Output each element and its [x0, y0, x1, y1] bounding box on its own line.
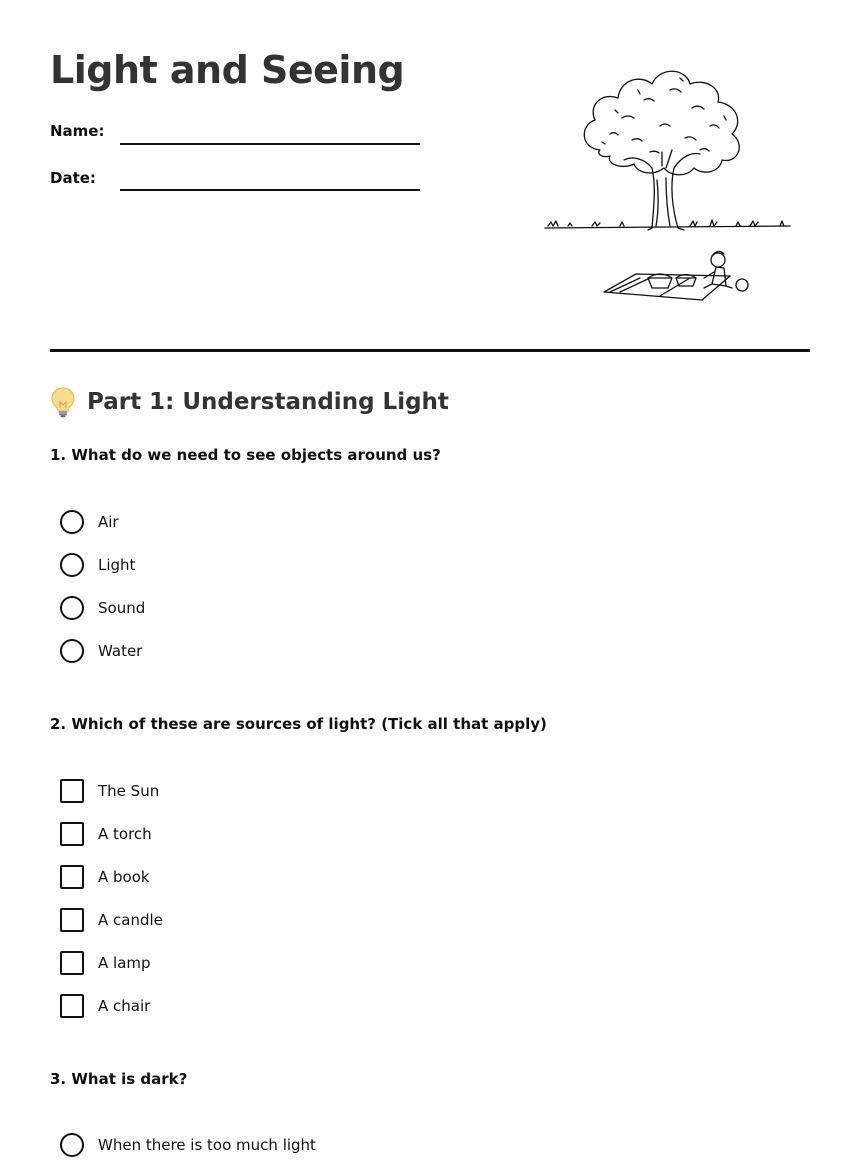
q3-option-too-much-light[interactable]	[60, 1133, 316, 1157]
checkbox[interactable]	[60, 951, 84, 975]
option-label: Air	[98, 513, 119, 531]
q1-option-light[interactable]	[60, 553, 135, 577]
name-label: Name:	[50, 122, 105, 140]
option-label: A book	[98, 868, 150, 886]
q2-option-torch[interactable]	[60, 822, 152, 846]
option-label: Light	[98, 556, 136, 574]
checkbox[interactable]	[60, 908, 84, 932]
option-label: A candle	[98, 911, 163, 929]
checkbox[interactable]	[60, 822, 84, 846]
q1-option-air[interactable]	[60, 510, 119, 534]
radio-button[interactable]	[60, 510, 84, 534]
q2-option-candle[interactable]	[60, 908, 163, 932]
radio-button[interactable]	[60, 596, 84, 620]
checkbox[interactable]	[60, 865, 84, 889]
tree-picnic-illustration	[540, 60, 810, 310]
name-field[interactable]	[120, 143, 420, 145]
q2-option-lamp[interactable]	[60, 951, 151, 975]
lightbulb-icon	[50, 386, 76, 418]
section-header	[50, 386, 449, 418]
option-label: Sound	[98, 599, 146, 617]
radio-button[interactable]	[60, 1133, 84, 1157]
section-title: Part 1: Understanding Light	[87, 389, 449, 415]
q2-option-book[interactable]	[60, 865, 150, 889]
option-label: A torch	[98, 825, 152, 843]
question-3-text: 3. What is dark?	[50, 1070, 188, 1088]
radio-button[interactable]	[60, 639, 84, 663]
q1-option-sound[interactable]	[60, 596, 145, 620]
section-divider	[50, 349, 810, 352]
option-label: Water	[98, 642, 143, 660]
checkbox[interactable]	[60, 994, 84, 1018]
question-2-text: 2. Which of these are sources of light? (Tick all that apply)	[50, 715, 547, 733]
question-1-text: 1. What do we need to see objects around us?	[50, 446, 441, 464]
option-label: When there is too much light	[98, 1136, 316, 1154]
page-title: Light and Seeing	[50, 48, 405, 92]
q1-option-water[interactable]	[60, 639, 142, 663]
option-label: A chair	[98, 997, 151, 1015]
checkbox[interactable]	[60, 779, 84, 803]
option-label: A lamp	[98, 954, 151, 972]
q2-option-sun[interactable]	[60, 779, 159, 803]
option-label: The Sun	[98, 782, 160, 800]
radio-button[interactable]	[60, 553, 84, 577]
date-label: Date:	[50, 169, 96, 187]
q2-option-chair[interactable]	[60, 994, 150, 1018]
date-field[interactable]	[120, 189, 420, 191]
